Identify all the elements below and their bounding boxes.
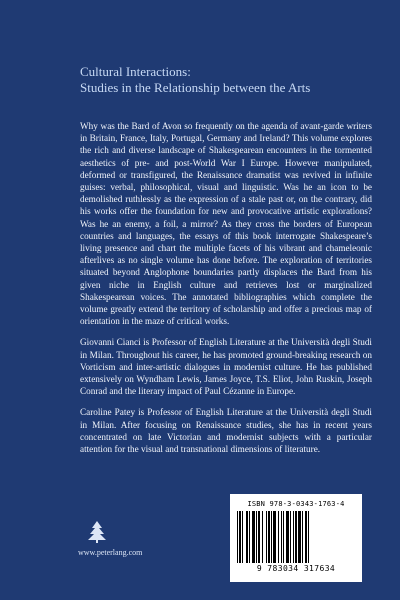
barcode-bar [256, 511, 257, 563]
isbn-text: ISBN 978-3-0343-1763-4 [247, 500, 345, 508]
peter-lang-tree-logo-icon [86, 520, 108, 544]
barcode-bar [283, 511, 284, 563]
blurb [80, 120, 372, 464]
barcode-bar [266, 511, 267, 563]
series-title [80, 64, 370, 96]
barcode-bar [273, 511, 276, 563]
barcode-bar [239, 511, 241, 563]
book-description: Why was the Bard of Avon so frequently on the agenda of avant-garde writers in Britain, France, Italy, Portugal, Germany and Ireland? This volume explores the rich and diverse landscape of Shakespearean encounters in the tormented aesthetics of pre- and post-World War I Europe. However manipulated, deformed or transfigured, the Renaissance dramatist was revived in infinite guises: verbal, philosophical, visual and linguistic. Was he an icon to be demolished ruthlessly as the expression of a stale past or, on the contrary, did his works offer the foundation for new and provocative artistic explorations? Was he an enemy, a foil, a mirror? As they cross the borders of European countries and languages, the essays of this book interrogate Shakespeare’s living presence and chart the multiple facets of his vibrant and chameleonic afterlives as no single volume has done before. The exploration of territories situated beyond Anglophone boundaries partly displaces the Bard from his given niche in English culture and retrieves lost or marginalized Shakespearean voices. The annotated bibliographies which complete the volume greatly extend the territory of scholarship and offer a precious map of orientation in the maze of critical works. [80, 121, 372, 327]
barcode-bar [268, 511, 270, 563]
barcode-bar [271, 511, 272, 563]
barcode-bar [281, 511, 282, 563]
publisher-url[interactable]: www.peterlang.com [78, 548, 143, 557]
barcode-box [230, 494, 362, 582]
barcode [236, 511, 354, 563]
barcode-bar [249, 511, 250, 563]
author-bio-cianci: Giovanni Cianci is Professor of English Literature at the Università degli Studi in Milan. Throughout his career, he has promoted ground-breaking research on Vorticism and inter-artistic dialogues in modernist culture. He has published extensively on Wyndham Lewis, James Joyce, T.S. Eliot, John Ruskin, Joseph Conrad and the literary impact of Paul Cézanne in Europe. [80, 337, 372, 397]
barcode-bar [258, 511, 260, 563]
barcode-bar [308, 511, 309, 563]
barcode-bar [237, 511, 238, 563]
barcode-bar [293, 511, 294, 563]
series-title-line-1: Cultural Interactions: [80, 64, 191, 79]
barcode-bar [286, 511, 289, 563]
barcode-bar [302, 511, 303, 563]
barcode-bar [295, 511, 297, 563]
barcode-digits: 9 783034 317634 [256, 564, 336, 573]
barcode-bar [305, 511, 307, 563]
barcode-bar [290, 511, 291, 563]
barcode-bar [242, 511, 243, 563]
barcode-bar [298, 511, 301, 563]
barcode-bar [252, 511, 255, 563]
publisher [78, 520, 178, 557]
series-title-line-2: Studies in the Relationship between the Arts [80, 80, 311, 95]
author-bio-patey: Caroline Patey is Professor of English Literature at the Università degli Studi in Milan. After focusing on Renaissance studies, she has in recent years concentrated on late Victorian and modernist subjects with a particular attention for the visual and transnational dimensions of literature. [80, 407, 372, 455]
barcode-bar [278, 511, 279, 563]
barcode-bar [262, 511, 263, 563]
barcode-bar [246, 511, 248, 563]
